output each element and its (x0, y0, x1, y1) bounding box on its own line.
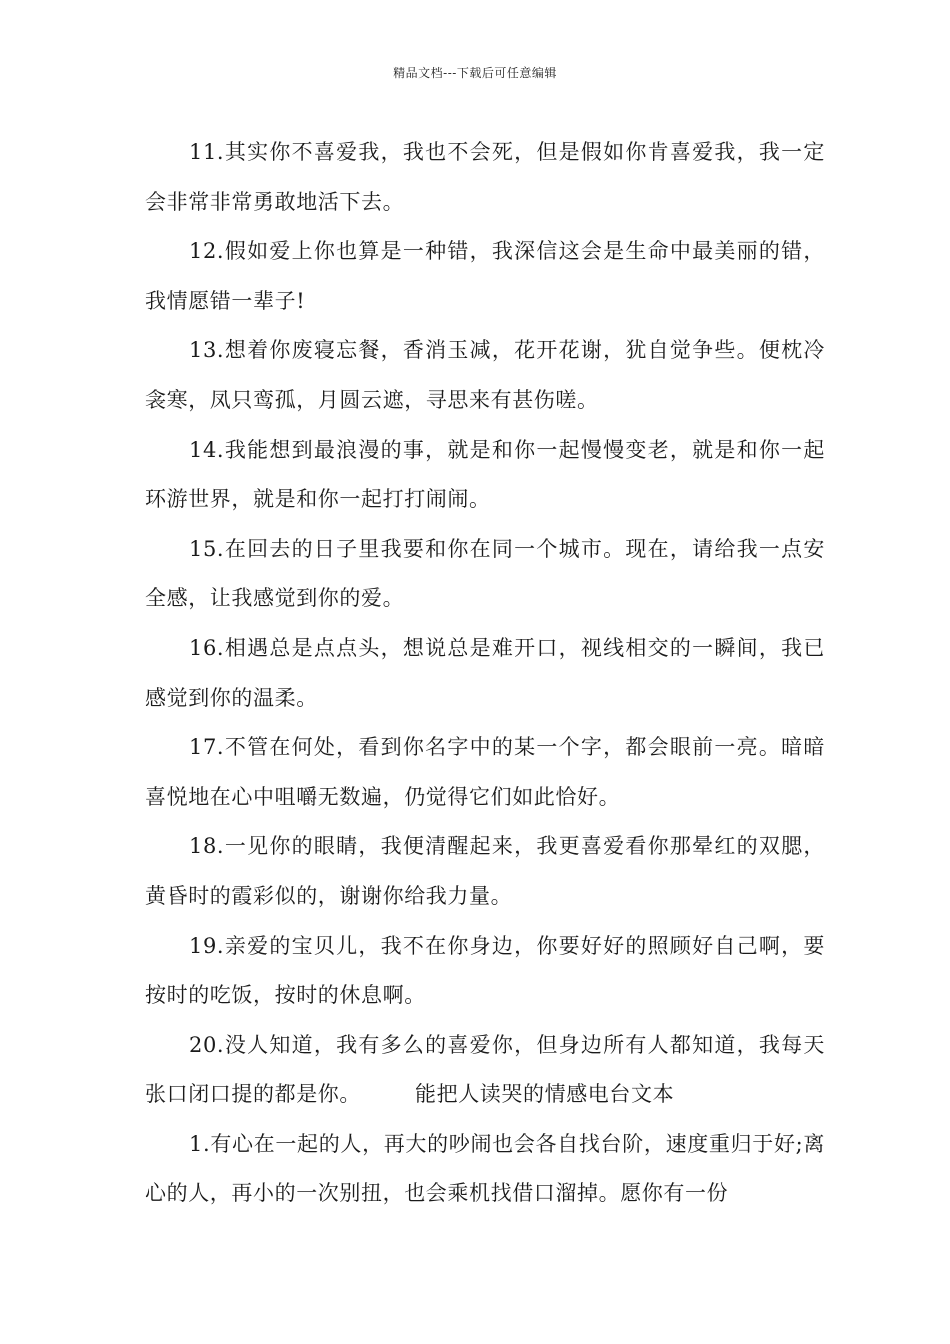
paragraph-17: 17.不管在何处，看到你名字中的某一个字，都会眼前一亮。暗暗喜悦地在心中咀嚼无数遍，仍觉得它们如此恰好。 (145, 735, 825, 809)
section-title: 能把人读哭的情感电台文本 (415, 1082, 675, 1107)
paragraph-14: 14.我能想到最浪漫的事，就是和你一起慢慢变老，就是和你一起环游世界，就是和你一起打打闹闹。 (145, 437, 825, 512)
paragraph-16: 16.相遇总是点点头，想说总是难开口，视线相交的一瞬间，我已感觉到你的温柔。 (145, 635, 825, 710)
paragraph-19: 19.亲爱的宝贝儿，我不在你身边，你要好好的照顾好自己啊，要按时的吃饭，按时的休息啊。 (145, 933, 825, 1008)
paragraph-13: 13.想着你废寝忘餐，香消玉减，花开花谢，犹自觉争些。便枕冷衾寒，凤只鸾孤，月圆云遮，寻思来有甚伤嗟。 (145, 338, 825, 412)
paragraph-12: 12.假如爱上你也算是一种错，我深信这会是生命中最美丽的错，我情愿错一辈子! (145, 239, 825, 313)
paragraph-11: 11.其实你不喜爱我，我也不会死，但是假如你肯喜爱我，我一定会非常非常勇敢地活下去。 (145, 140, 825, 214)
document-body (145, 128, 825, 1219)
paragraph-20-text: 20.没人知道，我有多么的喜爱你，但身边所有人都知道，我每天张口闭口提的都是你。 (145, 1032, 825, 1107)
page-header: 精品文档---下载后可任意编辑 (393, 66, 557, 80)
paragraph-20 (145, 1021, 825, 1120)
paragraph-15: 15.在回去的日子里我要和你在同一个城市。现在，请给我一点安全感，让我感觉到你的爱。 (145, 536, 825, 611)
paragraph-18: 18.一见你的眼睛，我便清醒起来，我更喜爱看你那晕红的双腮，黄昏时的霞彩似的，谢谢你给我力量。 (145, 834, 825, 908)
paragraph-1: 1.有心在一起的人，再大的吵闹也会各自找台阶，速度重归于好;离心的人，再小的一次别扭，也会乘机找借口溜掉。愿你有一份 (145, 1131, 825, 1206)
